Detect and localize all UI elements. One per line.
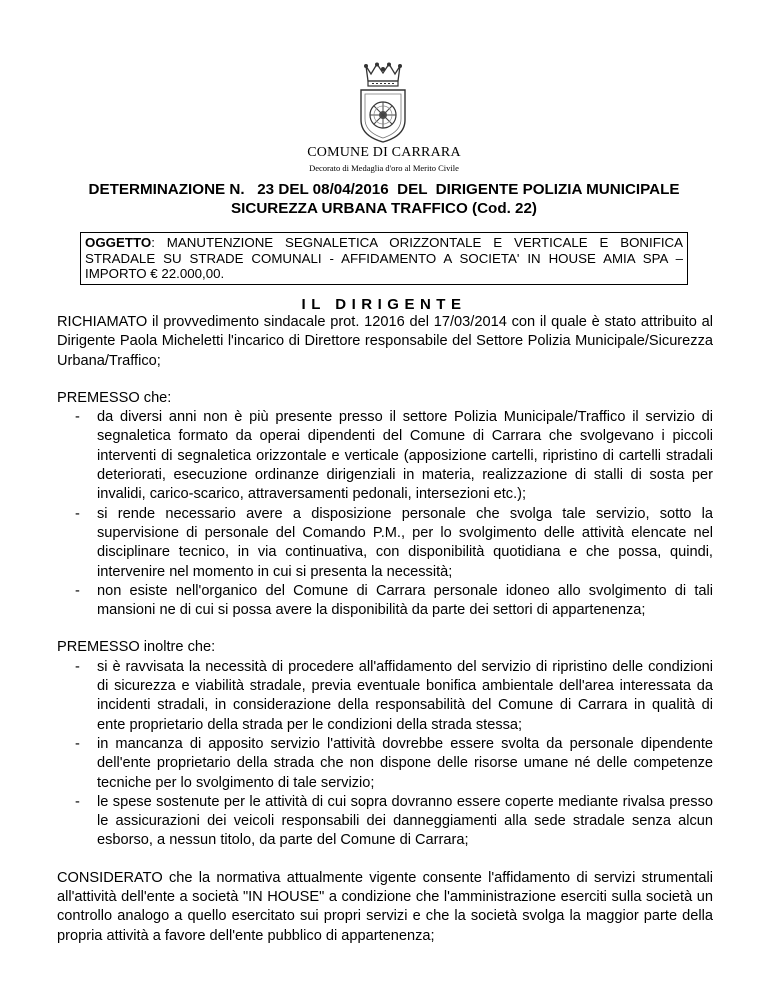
comune-name: COMUNE DI CARRARA	[307, 145, 461, 160]
list-item: - da diversi anni non è più presente presso il settore Polizia Municipale/Traffico il servizio di segnaletica formato da operai dipendenti del Comune di Carrara che svolgevano i piccoli interventi di segnaletica orizzontale e verticale (apposizione cartelli, ripristino di cartelli stradali deteriorati, esecuzione ordinanze dirigenziali in materia, realizzazione di stalli di sosta per invalidi, carico-scarico, attraversamenti pedonali, intersezioni etc.);	[75, 409, 713, 503]
premesso-list	[57, 408, 713, 620]
oggetto-box	[80, 232, 688, 285]
premesso-intro: PREMESSO che:	[57, 389, 172, 406]
title-line-1: DETERMINAZIONE N. 23 DEL 08/04/2016 DEL DIRIGENTE POLIZIA MUNICIPALE	[88, 181, 680, 198]
comune-emblem-icon	[352, 62, 414, 144]
richiamato-paragraph: RICHIAMATO il provvedimento sindacale prot. 12016 del 17/03/2014 con il quale è stato attribuito al Dirigente Paola Micheletti l'incarico di Direttore responsabile del Settore Polizia Municipale/Sicurezza Urbana/Traffico;	[57, 314, 713, 369]
title-line-2: SICUREZZA URBANA TRAFFICO (Cod. 22)	[231, 200, 537, 217]
premesso-inoltre-list	[57, 658, 713, 851]
list-item: - si rende necessario avere a disposizione personale che svolga tale servizio, sotto la supervisione di personale del Comando P.M., per lo svolgimento delle attività elencate nel disciplinare tecnico, in via continuativa, con disponibilità quotidiana e che possa, quindi, intervenire nel momento in cui si presenta la necessità;	[75, 505, 713, 580]
oggetto-label: OGGETTO	[85, 235, 152, 250]
section-heading: IL DIRIGENTE	[301, 296, 467, 313]
list-item: - non esiste nell'organico del Comune di Carrara personale idoneo allo svolgimento di tali mansioni ne di cui si possa avere la disponibilità da parte dei settori di appartenenza;	[75, 582, 713, 619]
document-body	[57, 313, 713, 946]
premesso-inoltre-intro: PREMESSO inoltre che:	[57, 639, 216, 656]
list-item: - le spese sostenute per le attività di cui sopra dovranno essere coperte mediante rivalsa presso le assicurazioni dei veicoli responsabili dei danneggiamenti alla sede stradale senza alcun esborso, a nessun titolo, da parte del Comune di Carrara;	[75, 793, 713, 849]
comune-subtitle: Decorato di Medaglia d'oro al Merito Civile	[309, 163, 459, 173]
determination-title	[60, 180, 708, 218]
list-item: - si è ravvisata la necessità di procedere all'affidamento del servizio di ripristino delle condizioni di sicurezza e viabilità stradale, previa eventuale bonifica ambientale dell'area interessata da incidenti stradali, in considerazione della responsabilità del Comune di Carrara in qualità di ente proprietario della strada per le condizioni della strada stessa;	[75, 658, 713, 733]
oggetto-text: : MANUTENZIONE SEGNALETICA ORIZZONTALE E VERTICALE E BONIFICA STRADALE SU STRADE COMUNALI - AFFIDAMENTO A SOCIETA' IN HOUSE AMIA SPA – IMPORTO € 22.000,00.	[85, 235, 683, 281]
list-item: - in mancanza di apposito servizio l'attività dovrebbe essere svolta da personale dipendente dell'ente proprietario della strada che non dispone delle risorse umane né delle competenze tecniche per lo svolgimento di tale servizio;	[75, 735, 713, 791]
considerato-paragraph: CONSIDERATO che la normativa attualmente vigente consente l'affidamento di servizi strumentali all'attività dell'ente a società "IN HOUSE" a condizione che l'amministrazione eserciti sulla società un controllo analogo a quello esercitato sui propri servizi e che la società svolga la maggior parte della propria attività a favore dell'ente pubblico di appartenenza;	[57, 869, 713, 944]
